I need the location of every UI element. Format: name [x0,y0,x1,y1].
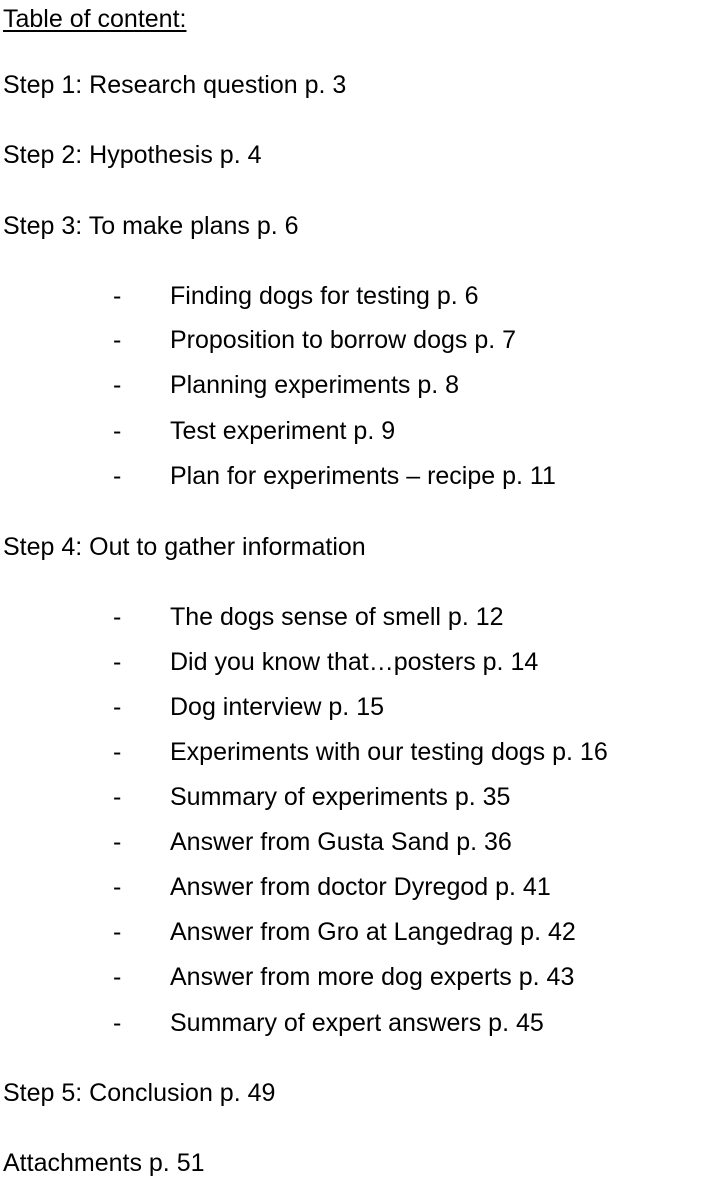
bullet-dash: - [113,282,122,310]
list-item-text: Plan for experiments – recipe p. 11 [170,462,556,490]
bullet-dash: - [113,963,122,991]
list-item-text: Dog interview p. 15 [170,693,385,721]
bullet-dash: - [113,417,122,445]
list-item-text: Experiments with our testing dogs p. 16 [170,738,608,766]
bullet-dash: - [113,326,122,354]
bullet-dash: - [113,828,122,856]
list-item-text: Finding dogs for testing p. 6 [170,282,479,310]
list-item-text: Answer from more dog experts p. 43 [170,963,575,991]
list-item-text: Did you know that…posters p. 14 [170,648,539,676]
bullet-dash: - [113,873,122,901]
list-item-text: Test experiment p. 9 [170,417,396,445]
list-item-text: Summary of expert answers p. 45 [170,1009,544,1037]
attachments: Attachments p. 51 [3,1149,205,1177]
step-3: Step 3: To make plans p. 6 [3,212,299,240]
list-item-text: Answer from Gro at Langedrag p. 42 [170,918,576,946]
page-title: Table of content: [3,5,187,33]
bullet-dash: - [113,783,122,811]
list-item-text: Answer from doctor Dyregod p. 41 [170,873,551,901]
list-item-text: Answer from Gusta Sand p. 36 [170,828,512,856]
bullet-dash: - [113,1009,122,1037]
bullet-dash: - [113,603,122,631]
bullet-dash: - [113,693,122,721]
bullet-dash: - [113,462,122,490]
bullet-dash: - [113,738,122,766]
bullet-dash: - [113,918,122,946]
bullet-dash: - [113,371,122,399]
step-1: Step 1: Research question p. 3 [3,71,347,99]
step-4: Step 4: Out to gather information [3,533,366,561]
list-item-text: The dogs sense of smell p. 12 [170,603,504,631]
list-item-text: Proposition to borrow dogs p. 7 [170,326,517,354]
list-item-text: Summary of experiments p. 35 [170,783,511,811]
step-5: Step 5: Conclusion p. 49 [3,1079,276,1107]
list-item-text: Planning experiments p. 8 [170,371,460,399]
step-2: Step 2: Hypothesis p. 4 [3,141,262,169]
bullet-dash: - [113,648,122,676]
